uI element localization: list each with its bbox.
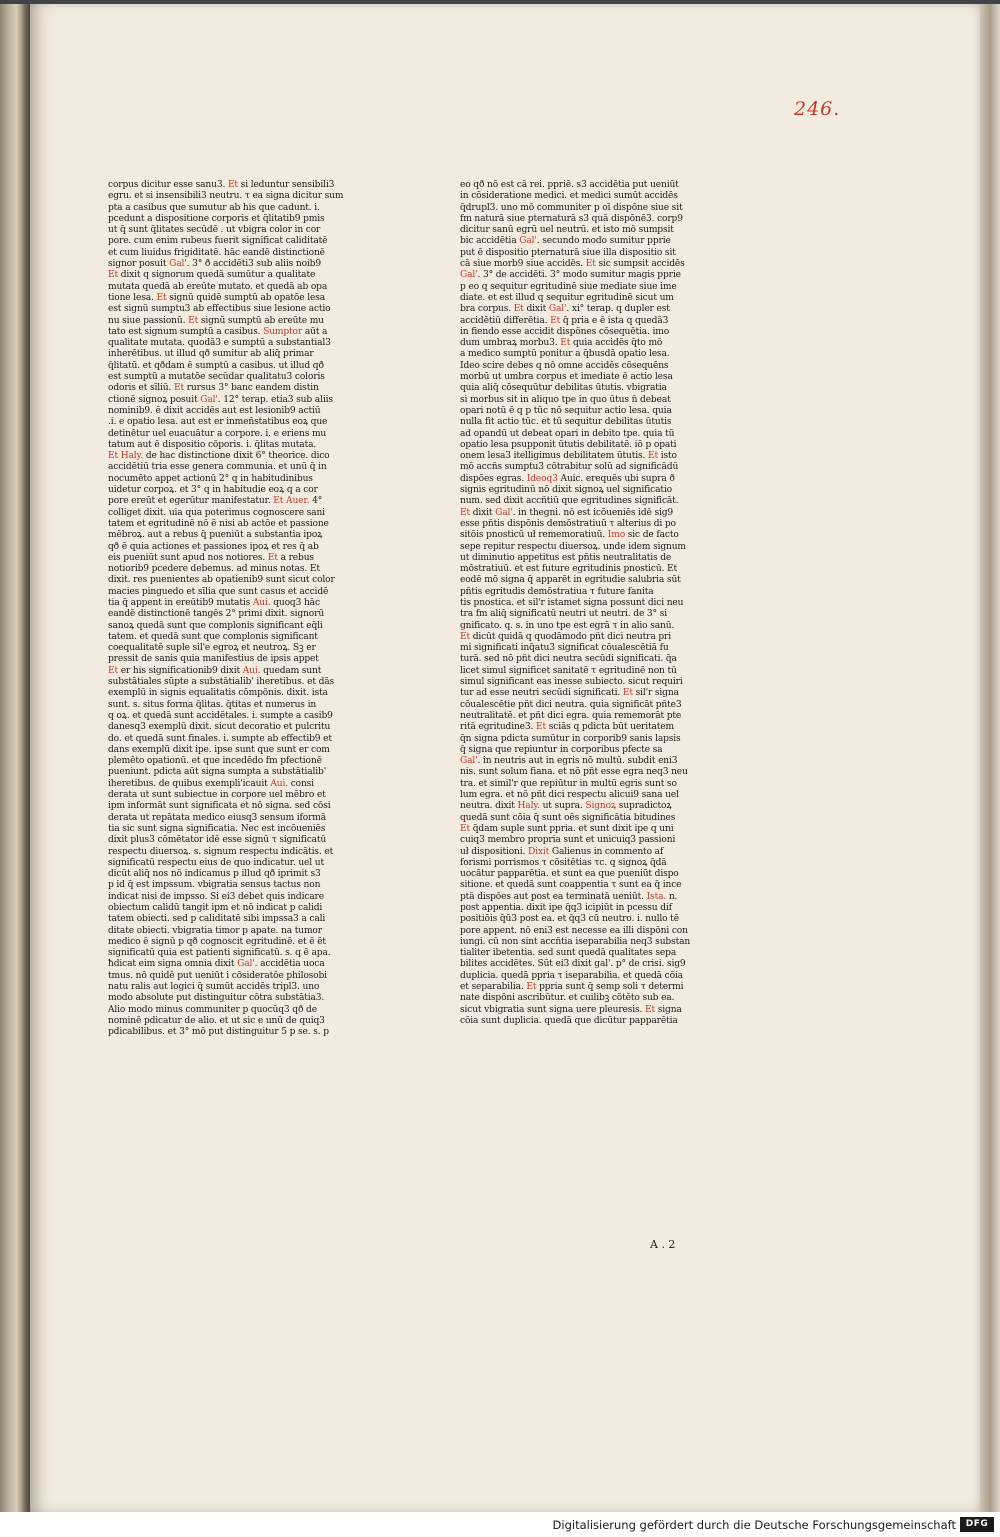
- text-line: danesq3 exemplū dixit. sicut decoratio et pulcritu: [108, 722, 331, 733]
- text-line: bilites accidētes. Sūt ei3 dixit gal'. p° de crisi. sig9: [460, 959, 686, 970]
- funding-notice: Digitalisierung gefördert durch die Deutsche Forschungsgemeinschaft: [552, 1518, 956, 1532]
- text-line: pore. cum enim rubeus fuerit significat caliditatē: [108, 236, 328, 247]
- text-line: tione lesa. Et signū quidē sumptū ab opatōe lesa: [108, 292, 325, 303]
- text-line: bic accidētia Gal'. secundo modo sumitur pprie: [460, 236, 671, 247]
- text-line: plemēto opationū. et que incedēdo fm pfectionē: [108, 756, 322, 767]
- text-line: sicut vbigratia sunt signa uere pleuresis. Et signa: [460, 1004, 682, 1015]
- footer-bar: [0, 1512, 1000, 1537]
- text-line: neutra. dixit Haly. ut supra. Signoꝝ supradictoꝝ: [460, 801, 672, 812]
- text-line: uidetur corpoꝝ. et 3° q in habitudie eoꝝ q a cor: [108, 485, 318, 496]
- text-line: tia q̄ appent in ereūtib9 mutatis Aui. quoq3 hāc: [108, 597, 320, 608]
- text-line: Et Haly. de hac distinctione dixit 6° theorice. dico: [108, 451, 330, 462]
- text-line: iheretibus. de quibus exempli'icauit Aui. consi: [108, 778, 314, 789]
- text-line: ritā egritudine3. Et sciās q pdicta būt ueritatem: [460, 722, 674, 733]
- text-line: a medico sumptū ponitur a q̄busdā opatio lesa.: [460, 349, 670, 360]
- text-line: eandē distinctionē tangēs 2° primi dixit. signorū: [108, 609, 325, 620]
- text-line: corpus dicitur esse sanu3. Et si leduntur sensibili3: [108, 180, 335, 190]
- text-line: mōstratiuū. et est future egritudinis pnosticū. Et: [460, 564, 678, 575]
- text-line: mēbroꝝ. aut a rebus q̄ pueniūt a substantia ipoꝝ: [108, 530, 323, 541]
- text-line: est signū sumptu3 ab effectibus siue lesione actio: [108, 304, 331, 315]
- text-line: dum umbraꝝ morbu3. Et quia accidēs q̄to mō: [460, 338, 663, 349]
- text-line: accidētiū differētia. Et q̄ pria e ē ista q quedā3: [460, 315, 669, 326]
- text-line: tmus. nō quidē put ueniūt i cōsideratōe philosobi: [108, 970, 327, 981]
- text-line: modo absolute put distinguitur cōtra substātia3.: [108, 993, 325, 1004]
- text-line: ptā dispōes aut post ea terminatā ueniūt. Ista. n.: [460, 891, 678, 902]
- book-page-stack: [0, 4, 30, 1512]
- text-line: tia sic sunt signa significatia. Nec est incōueniēs: [108, 823, 326, 834]
- text-line: in fiendo esse accidit dispōnes cōsequētia. imo: [460, 326, 670, 337]
- text-column-left: [108, 180, 375, 1270]
- text-line: eo qð nō est cā rei. ppriē. s3 accidētia put ueniūt: [460, 180, 679, 190]
- text-line: Et dicūt quidā q quodāmodo pñt dici neutra pri: [460, 631, 671, 642]
- text-line: pta a casibus que sumutur ab his que cadunt. i.: [108, 202, 320, 213]
- text-line: eodē mō signa q̄ apparēt in egritudie salubria sūt: [460, 575, 681, 586]
- text-line: tatem et egritudinē nō ē nisi ab actōe et passione: [108, 518, 329, 529]
- text-line: inherētibus. ut illud qð sumitur ab aliq̄ primar: [108, 349, 314, 360]
- folio-number: 246.: [794, 98, 841, 120]
- text-line: iungi. cū non sint accñtia iseparabilia neq3 substan: [460, 936, 691, 947]
- text-line: tatem. et quedā sunt que complonis significant: [108, 631, 318, 642]
- text-line: nominē pdicatur de alio. et ut sic e unū de quiq3: [108, 1015, 325, 1026]
- text-line: egru. et si insensibili3 neutru. τ ea signa dicitur sum: [108, 191, 344, 202]
- text-line: q oꝝ. et quedā sunt accidētales. i. sumpte a casib9: [108, 710, 333, 721]
- text-line: signor posuit Gal'. 3° ð accidēti3 sub aliis noib9: [108, 259, 321, 270]
- text-line: significatū respectu eius de quo indicatur. uel ut: [108, 857, 324, 868]
- text-line: et cum liuidus frigiditatē. hāc eandē distinctionē: [108, 247, 325, 258]
- text-line: mō accñs sumptu3 cōtrabitur solū ad significādū: [460, 462, 679, 473]
- signature-mark: A . 2: [650, 1238, 676, 1251]
- text-line: duplicia. quedā ppria τ iseparabilia. et quedā cōia: [460, 970, 683, 981]
- text-line: sanoꝝ quedā sunt que complonis significant eq̄li: [108, 620, 323, 631]
- text-line: accidētiū tria esse genera communia. et unū q̄ in: [108, 462, 327, 473]
- text-line: cā siue morb9 siue accidēs. Et sic sumpsit accidēs: [460, 259, 685, 270]
- text-line: bra corpus. Et dixit Gal'. xi° terap. q dupler est: [460, 304, 670, 315]
- text-line: dispōes egras. Ideoq3 Auic. erequēs ubi supra ð: [460, 473, 675, 484]
- text-line: dans exemplū dixit ipe. ipse sunt que sunt er com: [108, 744, 330, 755]
- text-line: tra. et simil'r que repiūtur in multū egris sunt so: [460, 778, 677, 789]
- text-line: tialiter ibetentia. sed sunt quedā qualitates sepa: [460, 948, 677, 959]
- text-line: simul significant eas inesse subiecto. sicut requiri: [460, 677, 683, 688]
- text-line: indicat nisi de impsso. Si ei3 debet quis indicare: [108, 891, 324, 902]
- text-line: onem lesa3 itelligimus debilitatem ūtutis. Et isto: [460, 451, 677, 462]
- text-line: nocumēto appet actionū 2° q in habitudinibus: [108, 473, 313, 484]
- text-line: p id q̄ est impssum. vbigratia sensus tactus non: [108, 880, 321, 891]
- text-line: Gal'. in neutris aut in egris nō multū. subdit eni3: [460, 756, 678, 767]
- text-line: gnificato. q. s. in uno tpe est egrā τ in alio sanū.: [460, 620, 675, 631]
- text-line: cōia sunt duplicia. quedā que dicūtur papparētia: [460, 1015, 678, 1026]
- text-line: Et er his significationib9 dixit Aui. quedam sunt: [108, 665, 322, 676]
- text-line: uocātur papparētia. et sunt ea que pueniūt dispo: [460, 869, 679, 880]
- text-line: forismi porrismos τ cōsitētias τc. q signoꝝ q̄dā: [460, 857, 667, 868]
- text-line: Gal'. 3° de accidēti. 3° modo sumitur magis pprie: [460, 270, 681, 281]
- text-line: mi significati inq̄atu3 significat cōualescētiā fu: [460, 643, 669, 654]
- text-line: lum egra. et nō pñt dici respectu alicui9 sana uel: [460, 790, 679, 801]
- text-line: fm naturā siue pternaturā s3 quā dispōnē3. corp9: [460, 213, 683, 224]
- text-line: si morbus sit in aliquo tpe in quo ūtus n̄ debeat: [460, 394, 671, 405]
- text-line: qualitate mutata. quodā3 e sumptū a substantial3: [108, 338, 331, 349]
- text-line: put ē dispositio pternaturā siue illa dispositio sit: [460, 247, 676, 258]
- text-line: pcedunt a dispositione corporis et q̄litatib9 pmis: [108, 213, 325, 224]
- text-line: significatū quia est patienti significatū. s. q ē apa.: [108, 948, 331, 959]
- text-line: odoris et sīliū. Et rursus 3° banc eandem distin: [108, 383, 319, 394]
- text-line: diate. et est illud q sequitur egritudinē sicut um: [460, 292, 674, 303]
- text-line: tis pnostica. et sil'r istamet signa possunt dici neu: [460, 597, 684, 608]
- text-line: respectu diuersoꝝ. s. signum respectu indicātis. et: [108, 846, 334, 857]
- text-line: q̄litatū. et qðdam ē sumptū a casibus. ut illud qð: [108, 360, 324, 371]
- text-line: detinētur uel euacuātur a corpore. i. e eriens mu: [108, 428, 327, 439]
- text-line: substātiales sūpte a substātialib' iheretibus. et dās: [108, 677, 335, 688]
- text-line: ut q̄ sunt q̄litates secūdē . ut vbigra color in cor: [108, 225, 321, 236]
- text-line: signis egritudinū nō dixit signoꝝ uel significatio: [460, 485, 672, 496]
- text-line: qð ē quia actiones et passiones ipoꝝ et res q̄ ab: [108, 541, 319, 552]
- text-line: nulla fit actio tūc. et tū sequitur debilitas ūtutis: [460, 417, 672, 428]
- text-line: licet simul significet sanitatē τ egritudinē non tū: [460, 665, 677, 676]
- text-line: Et dixit Gal'. in thegni. nō est icōueniēs idē sig9: [460, 507, 674, 518]
- text-line: q̄drupl3. uno mō communiter p oī dispōne siue sit: [460, 202, 683, 213]
- text-line: sepe repitur respectu diuersoꝝ. unde idem signum: [460, 541, 686, 552]
- text-line: sitione. et quedā sunt coappentia τ sunt ea q̄ ince: [460, 880, 682, 891]
- text-line: obiectum calidū tangit ipm et nō indicat p calidi: [108, 903, 323, 913]
- text-line: quia aliq̄ cōsequūtur debilitas ūtutis. vbigratia: [460, 383, 667, 394]
- text-line: uł dispositioni. Dixit Galienus in commento af: [460, 846, 664, 857]
- text-line: pdicabilibus. et 3° mō put distinguitur 5 p se. s. p: [108, 1027, 329, 1038]
- text-line: quedā sunt cōia q̄ sunt oēs significātia bitudines: [460, 812, 676, 823]
- text-line: est sumptū a mutatōe secūdar qualitatu3 coloris: [108, 372, 325, 383]
- text-line: neutralitatē. et pñt dici egra. quia rememorāt pte: [460, 710, 682, 721]
- text-line: dicūt aliq̄ nos nō indicamus p illud qð iprimit s3: [108, 869, 321, 880]
- text-line: ditate obiecti. vbigratia timor p apate. na tumor: [108, 925, 322, 936]
- text-line: pueniunt. pdicta aūt signa sumpta a substātialib': [108, 767, 327, 778]
- book-page-edge: [980, 4, 1000, 1512]
- dfg-logo-icon: DFG: [960, 1517, 994, 1532]
- text-line: Et q̄dam suple sunt ppria. et sunt dixit ipe q uni: [460, 823, 674, 834]
- text-line: ctionē signoꝝ posuit Gal'. 12° terap. etia3 sub aliis: [108, 394, 333, 405]
- text-line: in cōsideratione medici. et medici sumūt accidēs: [460, 191, 678, 202]
- text-line: derata ut sunt subiectue in corpore uel mēbro et: [108, 790, 326, 801]
- text-line: Alio modo minus communiter p quocūq3 qð de: [108, 1004, 317, 1015]
- text-line: nominib9. ē dixit accidēs aut est lesionib9 actiū: [108, 405, 321, 416]
- text-line: q̄ signa que repiuntur in corporibus pfecte sa: [460, 744, 663, 755]
- text-line: dixit. res puenientes ab opatienib9 sunt sicut color: [108, 575, 335, 586]
- text-line: ad opandū ut debeat opari in debito tpe. quia tū: [460, 428, 675, 439]
- text-line: macies pinguedo et sīlia que sunt casus et accidē: [108, 586, 329, 597]
- text-line: Et dixit q signorum quedā sumūtur a qualitate: [108, 270, 316, 281]
- text-line: esse pñtis dispōnis demōstratiuū τ alterius di po: [460, 518, 676, 529]
- text-line: opari notū ē q p tūc nō sequitur actio lesa. quia: [460, 405, 672, 416]
- text-line: q̄n signa pdicta sumūtur in corporib9 sanis lapsis: [460, 733, 681, 744]
- text-line: tatum aut ē dispositio cōporis. i. q̄litas mutata.: [108, 439, 317, 450]
- text-line: turā. sed nō pñt dici neutra secūdi significati. q̄a: [460, 654, 677, 665]
- text-column-right: [460, 180, 727, 1240]
- text-line: dixit plus3 cōmētator idē esse signū τ significatū: [108, 835, 327, 846]
- text-line: tatem obiecti. sed p caliditatē sibi impssa3 a cali: [108, 914, 326, 925]
- text-line: nis. sunt solum fiana. et nō pñt esse egra neq3 neu: [460, 767, 688, 778]
- text-line: ħdicat eim signa omnia dixit Gal'. accidētia uoca: [108, 959, 325, 970]
- text-line: ipm informāt sunt significata et nō signa. sed cōsi: [108, 801, 331, 812]
- text-line: Ideo scire debes q nō omne accidēs cōsequēns: [460, 360, 669, 371]
- text-line: tur ad esse neutri secūdi significati. Et sil'r signa: [460, 688, 679, 699]
- text-line: medico ē signū p qð cognoscit egritudinē. et ē ēt: [108, 936, 326, 947]
- text-line: colliget dixit. uia qua poterimus cognoscere sani: [108, 507, 325, 518]
- text-line: tra fm aliq̄ significatū neutri ut neutri. de 3° si: [460, 609, 667, 620]
- text-line: pore ereūt et egerūtur manifestatur. Et Auer. 4°: [108, 496, 323, 507]
- text-line: cōualescētie pñt dici neutra. quia significāt pñte3: [460, 699, 682, 710]
- text-line: morbū ut umbra corpus et imediate ē actio lesa: [460, 372, 673, 383]
- text-line: et separabilia. Et ppria sunt q̄ semp soli τ determi: [460, 982, 684, 993]
- text-line: cuiq3 membro propria sunt et unicuiq3 passioni: [460, 835, 676, 846]
- text-line: eis pueniūt sunt apud nos notiores. Et a rebus: [108, 552, 314, 563]
- text-line: exemplū in signis equalitatis cōmpōnis. dixit. ista: [108, 688, 328, 699]
- text-line: coequalitatē suple sil'e egroꝝ et neutroꝝ. Sꝫ er: [108, 643, 316, 654]
- text-line: tato est signum sumptū a casibus. Sumptor aūt a: [108, 326, 328, 337]
- text-line: dicitur sanū egrū uel neutrū. et isto mō sumpsit: [460, 225, 674, 236]
- text-line: pñtis egritudis demōstratiua τ future fanita: [460, 586, 654, 597]
- text-line: nate dispōni ascribūtur. et cuilibꝫ cōtēto sub ea.: [460, 993, 675, 1004]
- text-line: natu ralis aut logici q̄ sumūt accidēs tripl3. uno: [108, 982, 320, 993]
- text-line: pore appent. nō eni3 est necesse ea illi dispōni con: [460, 925, 688, 936]
- text-line: nu siue passionū. Et signū sumptū ab ereūte mu: [108, 315, 324, 326]
- text-line: .i. e opatio lesa. aut est er inmeñstatibus eoꝝ que: [108, 417, 328, 428]
- text-line: pressit de sanis quia manifestius de ipsis appet: [108, 654, 319, 665]
- text-line: derata ut repātata medico eiusq3 sensum iformā: [108, 812, 327, 823]
- text-line: ut diminutio appetitus est pñtis neutralitatis de: [460, 552, 672, 563]
- text-line: do. et quedā sunt finales. i. sumpte ab effectib9 et: [108, 733, 332, 744]
- text-line: opatio lesa psupponit ūtutis debilitatē. iō p opati: [460, 439, 677, 450]
- text-line: sunt. s. situs forma q̄litas. q̄titas et numerus in: [108, 699, 317, 710]
- text-line: num. sed dixit accñtiū que egritudines significāt.: [460, 496, 679, 507]
- text-line: sitōis pnosticū uł rememoratiuū. Imo sic de facto: [460, 530, 679, 541]
- text-line: mutata quedā ab ereūte mutato. et quedā ab opa: [108, 281, 328, 292]
- text-line: post appentia. dixit ipe q̄q3 icipiūt in pcessu dif: [460, 903, 672, 913]
- text-line: p eo q sequitur egritudinē siue mediate siue ime: [460, 281, 677, 292]
- text-line: positiōis q̄ū3 post ea. et q̄q3 cū neutro. i. nullo tē: [460, 914, 679, 925]
- text-line: notiorib9 pcedere debemus. ad minus notas. Et: [108, 564, 320, 575]
